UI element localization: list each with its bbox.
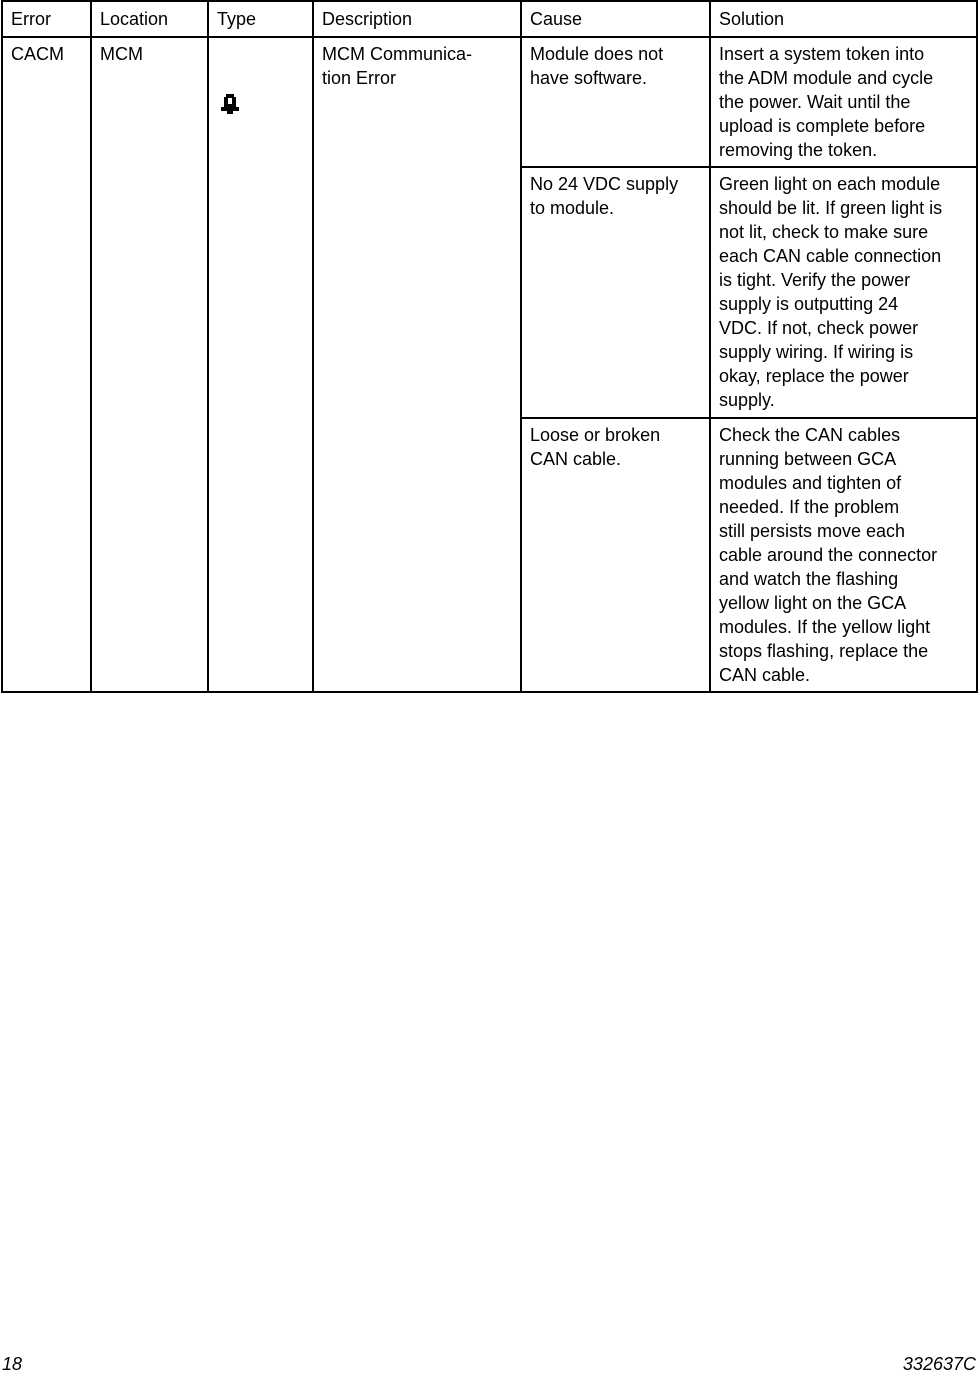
header-location: Location: [91, 1, 208, 37]
type-cell: [208, 37, 313, 692]
table-row: [2, 37, 977, 167]
description-cell: MCM Communica- tion Error: [313, 37, 521, 692]
cause-cell: Loose or broken CAN cable.: [521, 418, 710, 692]
header-cause: Cause: [521, 1, 710, 37]
table-header-row: [2, 1, 977, 37]
page-number: 18: [2, 1354, 23, 1374]
header-error: Error: [2, 1, 91, 37]
header-type: Type: [208, 1, 313, 37]
solution-cell: Check the CAN cables running between GCA modules and tighten of needed. If the problem still persists move each cable around the connector and watch the flashing yellow light on the GCA modules. If the yellow light stops flashing, replace the CAN cable.: [710, 418, 977, 692]
alarm-bell-icon: [217, 68, 243, 92]
cause-cell: Module does not have software.: [521, 37, 710, 167]
error-code-cell: CACM: [2, 37, 91, 692]
location-cell: MCM: [91, 37, 208, 692]
document-number: 332637C: [902, 1354, 976, 1374]
header-description: Description: [313, 1, 521, 37]
error-table: [1, 0, 978, 693]
cause-cell: No 24 VDC supply to module.: [521, 167, 710, 418]
solution-cell: Green light on each module should be lit. If green light is not lit, check to make sure each CAN cable connection is tight. Verify the power supply is outputting 24 VDC. If not, check power supply wiring. If wiring is okay, replace the power supply.: [710, 167, 977, 418]
solution-cell: Insert a system token into the ADM module and cycle the power. Wait until the upload is complete before removing the token.: [710, 37, 977, 167]
header-solution: Solution: [710, 1, 977, 37]
